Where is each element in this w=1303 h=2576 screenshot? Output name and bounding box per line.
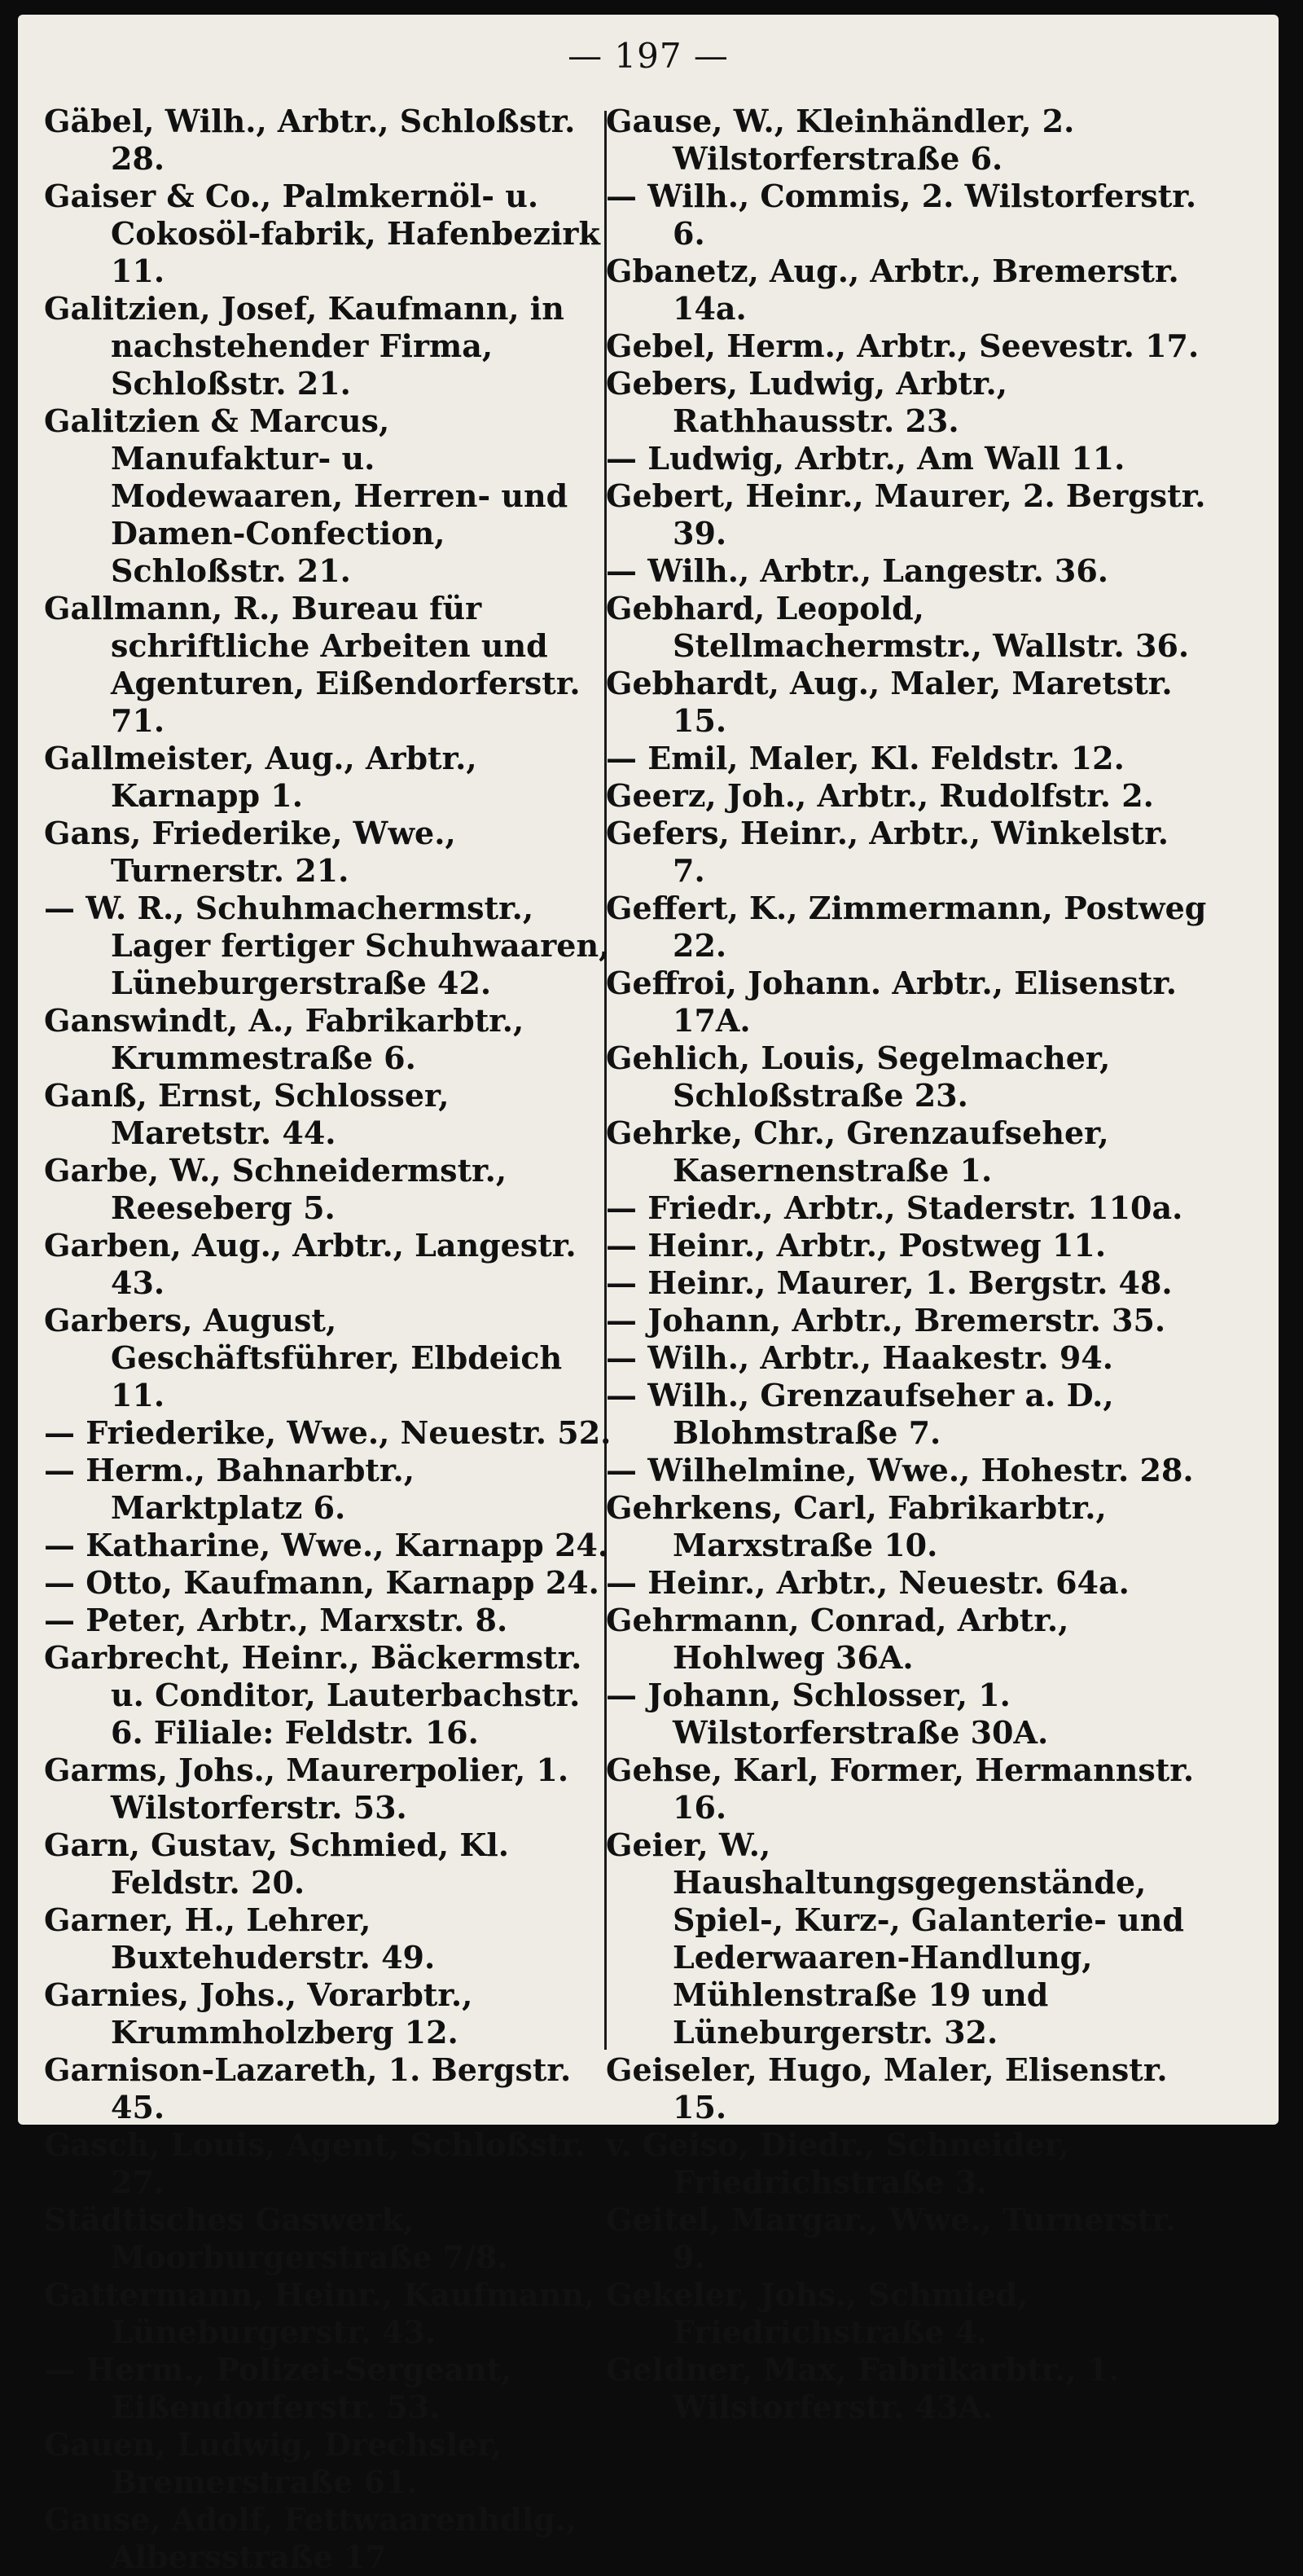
- directory-entry: Gebert, Heinr., Maurer, 2. Bergstr. 39.: [606, 477, 1206, 552]
- left-column: [44, 103, 614, 2576]
- directory-entry: Garner, H., Lehrer, Buxtehuderstr. 49.: [44, 1901, 436, 1976]
- directory-entry: — Wilh., Arbtr., Langestr. 36.: [606, 552, 1109, 589]
- directory-entry: v. Geiso, Diedr., Schneider, Friedrichstraße 3.: [606, 2126, 1070, 2200]
- directory-entry: Galitzien & Marcus, Manufaktur- u. Modewaaren, Herren- und Damen-Confection, Schloßstr. 21.: [44, 402, 568, 589]
- directory-entry: — Katharine, Wwe., Karnapp 24.: [44, 1527, 609, 1563]
- directory-entry: Gattermann, Heinr., Kaufmann, Lüneburgerstr. 43.: [44, 2276, 595, 2350]
- directory-entry: Geffroi, Johann. Arbtr., Elisenstr. 17A.: [606, 965, 1177, 1039]
- directory-entry: Garms, Johs., Maurerpolier, 1. Wilstorferstr. 53.: [44, 1752, 569, 1826]
- directory-entry: Geitel, Margar., Wwe., Turnerstr. 9.: [606, 2201, 1177, 2275]
- directory-entry: Garn, Gustav, Schmied, Kl. Feldstr. 20.: [44, 1826, 510, 1901]
- directory-entry: Garbers, August, Geschäftsführer, Elbdeich 11.: [44, 1302, 563, 1413]
- directory-entry: Gehrke, Chr., Grenzaufseher, Kasernenstraße 1.: [606, 1114, 1109, 1189]
- directory-entry: Gallmann, R., Bureau für schriftliche Arbeiten und Agenturen, Eißendorferstr. 71.: [44, 590, 581, 739]
- directory-entry: — Johann, Schlosser, 1. Wilstorferstraße 30A.: [606, 1677, 1049, 1751]
- directory-entry: — Emil, Maler, Kl. Feldstr. 12.: [606, 740, 1125, 776]
- directory-entry: Garben, Aug., Arbtr., Langestr. 43.: [44, 1227, 577, 1301]
- directory-entry: — Heinr., Maurer, 1. Bergstr. 48.: [606, 1264, 1173, 1301]
- directory-entry: Gasch, Louis, Agent, Schloßstr. 27.: [44, 2126, 586, 2200]
- directory-entry: Garbe, W., Schneidermstr., Reeseberg 5.: [44, 1152, 507, 1226]
- book-page: [18, 15, 1279, 2575]
- directory-entry: Gallmeister, Aug., Arbtr., Karnapp 1.: [44, 740, 477, 814]
- directory-entry: — Ludwig, Arbtr., Am Wall 11.: [606, 440, 1125, 477]
- directory-entry: — Otto, Kaufmann, Karnapp 24.: [44, 1564, 599, 1601]
- directory-entry: Geerz, Joh., Arbtr., Rudolfstr. 2.: [606, 777, 1154, 814]
- directory-entry: Gebhardt, Aug., Maler, Maretstr. 15.: [606, 665, 1173, 739]
- directory-entry: Gause, W., Kleinhändler, 2. Wilstorferstraße 6.: [606, 103, 1075, 177]
- directory-entry: Gebhard, Leopold, Stellmachermstr., Wallstr. 36.: [606, 590, 1190, 664]
- directory-entry: Gäbel, Wilh., Arbtr., Schloßstr. 28.: [44, 103, 576, 177]
- directory-entry: Garnison-Lazareth, 1. Bergstr. 45.: [44, 2051, 572, 2125]
- directory-entry: Gans, Friederike, Wwe., Turnerstr. 21.: [44, 815, 456, 889]
- directory-entry: Geier, W., Haushaltungsgegenstände, Spiel-, Kurz-, Galanterie- und Lederwaaren-Handlung, Mühlenstraße 19 und Lüneburgerstr. 32.: [606, 1826, 1184, 2051]
- directory-entry: Gehlich, Louis, Segelmacher, Schloßstraße 23.: [606, 1040, 1111, 1114]
- directory-entry: — W. R., Schuhmachermstr., Lager fertiger Schuhwaaren, Lüneburgerstraße 42.: [44, 890, 610, 1001]
- directory-entry: — Herm., Polizei-Sergeant, Eißendorferstr. 53.: [44, 2351, 512, 2425]
- directory-entry: Galitzien, Josef, Kaufmann, in nachstehender Firma, Schloßstr. 21.: [44, 290, 564, 402]
- directory-entry: — Peter, Arbtr., Marxstr. 8.: [44, 1602, 508, 1638]
- directory-entry: Gause, Adolf, Fettwaarenhdlg., Albersstraße 17: [44, 2501, 577, 2575]
- directory-entry: Geiseler, Hugo, Maler, Elisenstr. 15.: [606, 2051, 1168, 2125]
- directory-entry: Ganswindt, A., Fabrikarbtr., Krummestraße 6.: [44, 1002, 524, 1076]
- directory-entry: — Friederike, Wwe., Neuestr. 52.: [44, 1414, 612, 1451]
- directory-entry: — Heinr., Arbtr., Neuestr. 64a.: [606, 1564, 1130, 1601]
- directory-entry: — Johann, Arbtr., Bremerstr. 35.: [606, 1302, 1166, 1339]
- directory-entry: Gebers, Ludwig, Arbtr., Rathhausstr. 23.: [606, 365, 1007, 439]
- directory-entry: Geldner, Max, Fabrikarbtr., 1. Wilstorferstr. 43A.: [606, 2351, 1120, 2425]
- directory-entry: — Heinr., Arbtr., Postweg 11.: [606, 1227, 1107, 1264]
- directory-entry: Städtisches Gaswerk, Moorburgerstraße 7/8.: [44, 2201, 508, 2275]
- directory-entry: Gebel, Herm., Arbtr., Seevestr. 17.: [606, 327, 1200, 364]
- directory-entry: — Friedr., Arbtr., Staderstr. 110a.: [606, 1189, 1183, 1226]
- directory-entry: — Wilh., Arbtr., Haakestr. 94.: [606, 1339, 1113, 1376]
- directory-entry: Ganß, Ernst, Schlosser, Maretstr. 44.: [44, 1077, 450, 1151]
- directory-entry: — Wilh., Grenzaufseher a. D., Blohmstraße 7.: [606, 1377, 1114, 1451]
- directory-entry: Gehse, Karl, Former, Hermannstr. 16.: [606, 1752, 1195, 1826]
- directory-entry: Garbrecht, Heinr., Bäckermstr. u. Conditor, Lauterbachstr. 6. Filiale: Feldstr. 16.: [44, 1639, 582, 1751]
- directory-entry: Gauen, Ludwig, Drechsler, Bremerstraße 61.: [44, 2426, 502, 2500]
- directory-entry: Geffert, K., Zimmermann, Postweg 22.: [606, 890, 1207, 964]
- page-number: — 197 —: [568, 36, 729, 76]
- directory-entry: Gekeler, Johs., Schmied, Friedrichstraße 4.: [606, 2276, 1029, 2350]
- directory-entry: Gefers, Heinr., Arbtr., Winkelstr. 7.: [606, 815, 1169, 889]
- directory-entry: Gehrmann, Conrad, Arbtr., Hohlweg 36A.: [606, 1602, 1069, 1676]
- directory-entry: — Wilhelmine, Wwe., Hohestr. 28.: [606, 1452, 1194, 1488]
- directory-entry: Garnies, Johs., Vorarbtr., Krummholzberg 12.: [44, 1976, 473, 2051]
- directory-entry: Gaiser & Co., Palmkernöl- u. Cokosöl-fabrik, Hafenbezirk 11.: [44, 178, 600, 289]
- right-column: [606, 103, 1209, 2426]
- directory-entry: Gehrkens, Carl, Fabrikarbtr., Marxstraße 10.: [606, 1489, 1107, 1563]
- directory-entry: Gbanetz, Aug., Arbtr., Bremerstr. 14a.: [606, 253, 1179, 327]
- directory-entry: — Wilh., Commis, 2. Wilstorferstr. 6.: [606, 178, 1197, 252]
- directory-entry: — Herm., Bahnarbtr., Marktplatz 6.: [44, 1452, 415, 1526]
